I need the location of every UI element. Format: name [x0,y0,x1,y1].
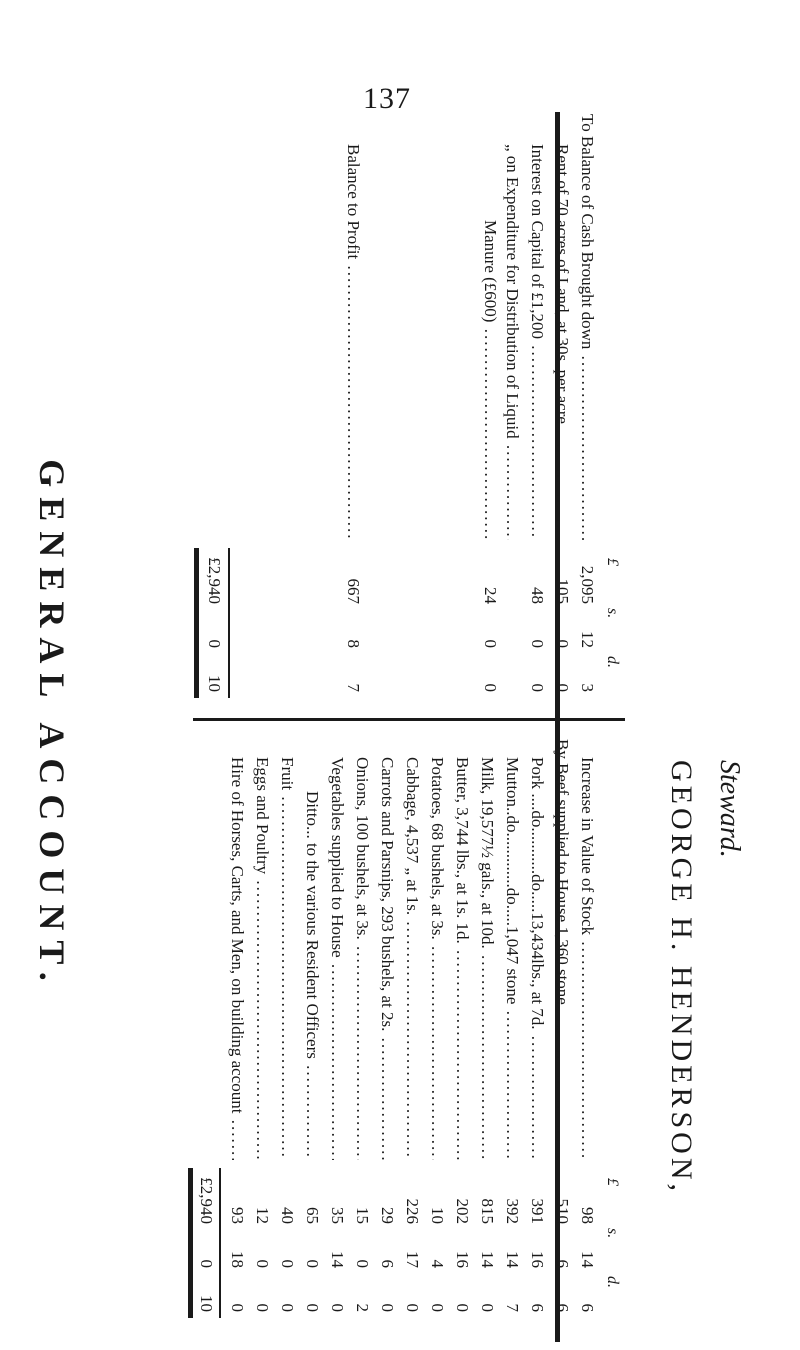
entry-pounds: 391 [528,1198,547,1224]
credit-entry [527,735,547,1320]
credit-entry [577,735,597,1320]
credit-entry [377,735,397,1320]
entry-shillings: 18 [228,1251,247,1268]
entry-pence: 0 [481,683,500,692]
signature-name: GEORGE H. HENDERSON, [665,760,698,1195]
entry-pence: 0 [303,1303,322,1312]
entry-description: Rent of 70 acres of Land, at 30s. per acre ..... [552,144,572,540]
entry-description: Vegetables supplied to House ..... [327,757,347,1160]
entry-pounds: 65 [303,1207,322,1224]
credit-side [195,735,625,1320]
entry-shillings: 0 [253,1259,272,1268]
debit-money-headings [599,550,621,700]
debit-entry [552,110,572,700]
debit-total-double-rule [194,548,199,698]
page-number: 137 [363,82,411,115]
credit-entry [227,735,247,1320]
entry-description: Onions, 100 bushels, at 3s. ..... [352,757,372,1160]
entry-description: To Balance of Cash Brought down ..... [577,114,597,540]
entry-pounds: 15 [353,1207,372,1224]
entry-pence: 0 [378,1303,397,1312]
entry-description: Cabbage, 4,537 „ at 1s. ..... [402,757,422,1160]
column-divider [193,718,625,721]
entry-pounds: 29 [378,1207,397,1224]
entry-pence: 3 [578,683,597,692]
shillings-heading: s. [604,608,621,619]
entry-pounds: 392 [503,1198,522,1224]
entry-shillings: 0 [353,1259,372,1268]
entry-pence: 6 [578,1303,597,1312]
shillings-heading: s. [604,1228,621,1239]
debit-entry [502,110,522,700]
entry-shillings: 0 [528,639,547,648]
entry-shillings: 0 [553,639,572,648]
credit-entry [477,735,497,1320]
entry-description: Mutton..do.............do.....1,047 stone ..... [502,757,522,1160]
entry-pounds: 202 [453,1198,472,1224]
entry-description: By Beef supplied to House 1,360 stone ..... [552,739,572,1160]
credit-money-headings [599,1170,621,1320]
entry-pence: 6 [553,1303,572,1312]
entry-description: Manure (£600) ..... [480,220,500,540]
entry-pounds: 815 [478,1198,497,1224]
signature-role: Steward. [714,760,745,858]
entry-pence: 0 [328,1303,347,1312]
credit-total-double-rule [188,1168,193,1318]
debit-total [203,110,225,700]
entry-description: Interest on Capital of £1,200 ..... [527,144,547,540]
debit-entry [577,110,597,700]
entry-shillings: 6 [553,1259,572,1268]
debit-entry [343,110,363,700]
credit-entry [327,735,347,1320]
entry-pounds: 10 [428,1207,447,1224]
credit-total-shillings: 0 [197,1259,216,1268]
entry-pence: 0 [528,683,547,692]
entry-pence: 0 [403,1303,422,1312]
credit-total [195,735,217,1320]
credit-entry [302,735,322,1320]
entry-pence: 7 [344,683,363,692]
entry-shillings: 16 [528,1251,547,1268]
debit-entry [480,110,500,700]
entry-pounds: 105 [553,578,572,604]
entry-pence: 0 [428,1303,447,1312]
pounds-heading: £ [604,1178,621,1186]
entry-pence: 6 [528,1303,547,1312]
entry-pounds: 667 [344,578,363,604]
entry-description: Milk, 19,577½ gals., at 10d. ..... [477,757,497,1160]
steward-signature [648,760,748,1340]
account-title: GENERAL ACCOUNT. [32,459,72,991]
debit-total-pence: 10 [205,675,224,692]
credit-entry [402,735,422,1320]
entry-shillings: 8 [344,639,363,648]
entry-pounds: 98 [578,1207,597,1224]
entry-shillings: 14 [328,1251,347,1268]
entry-pence: 2 [353,1303,372,1312]
entry-shillings: 4 [428,1259,447,1268]
entry-description: Pork ....do...........do.....13,434lbs., at 7d. ..... [527,757,547,1160]
credit-entry [252,735,272,1320]
entry-description: Eggs and Poultry ..... [252,757,272,1160]
entry-pence: 0 [228,1303,247,1312]
credit-entry [452,735,472,1320]
entry-shillings: 14 [478,1251,497,1268]
debit-total-shillings: 0 [205,639,224,648]
entry-description: Balance to Profit ..... [343,144,363,540]
entry-description: „ on Expenditure for Distribution of Liquid ..... [502,144,522,540]
entry-shillings: 17 [403,1251,422,1268]
entry-shillings: 14 [578,1251,597,1268]
pence-heading: d. [604,656,621,668]
entry-pounds: 48 [528,587,547,604]
pounds-heading: £ [604,558,621,566]
debit-entry [527,110,547,700]
entry-shillings: 14 [503,1251,522,1268]
entry-pence: 0 [253,1303,272,1312]
entry-pence: 0 [553,683,572,692]
entry-pounds: 2,095 [578,565,597,604]
entry-pounds: 93 [228,1207,247,1224]
credit-entry [502,735,522,1320]
entry-description: Potatoes, 68 bushels, at 3s. ..... [427,757,447,1160]
entry-pounds: 12 [253,1207,272,1224]
pence-heading: d. [604,1276,621,1288]
entry-pounds: 226 [403,1198,422,1224]
entry-pounds: 40 [278,1207,297,1224]
entry-description: Fruit ..... [277,757,297,1160]
credit-total-pence: 10 [197,1295,216,1312]
debit-side [195,110,625,700]
credit-entry [277,735,297,1320]
debit-total-pounds: £2,940 [205,557,224,604]
entry-pounds: 24 [481,587,500,604]
entry-shillings: 0 [278,1259,297,1268]
credit-total-rule [219,1168,221,1318]
entry-description: Hire of Horses, Carts, and Men, on building account ..... [227,757,247,1160]
entry-description: Carrots and Parsnips, 293 bushels, at 2s. ..... [377,757,397,1160]
entry-pence: 7 [503,1303,522,1312]
credit-total-pounds: £2,940 [197,1177,216,1224]
entry-pence: 0 [478,1303,497,1312]
credit-entry [352,735,372,1320]
entry-pence: 0 [278,1303,297,1312]
entry-shillings: 16 [453,1251,472,1268]
entry-shillings: 0 [481,639,500,648]
entry-pence: 0 [453,1303,472,1312]
entry-shillings: 0 [303,1259,322,1268]
account-sheet [32,110,625,1340]
entry-pounds: 510 [553,1198,572,1224]
entry-description: Increase in Value of Stock ..... [577,757,597,1160]
entry-description: Ditto... to the various Resident Officers ..... [302,791,322,1160]
credit-entry [427,735,447,1320]
entry-pounds: 35 [328,1207,347,1224]
entry-description: Butter, 3,744 lbs., at 1s. 1d. ..... [452,757,472,1160]
debit-total-rule [228,548,230,698]
credit-entry [552,735,572,1320]
entry-shillings: 6 [378,1259,397,1268]
entry-shillings: 12 [578,631,597,648]
